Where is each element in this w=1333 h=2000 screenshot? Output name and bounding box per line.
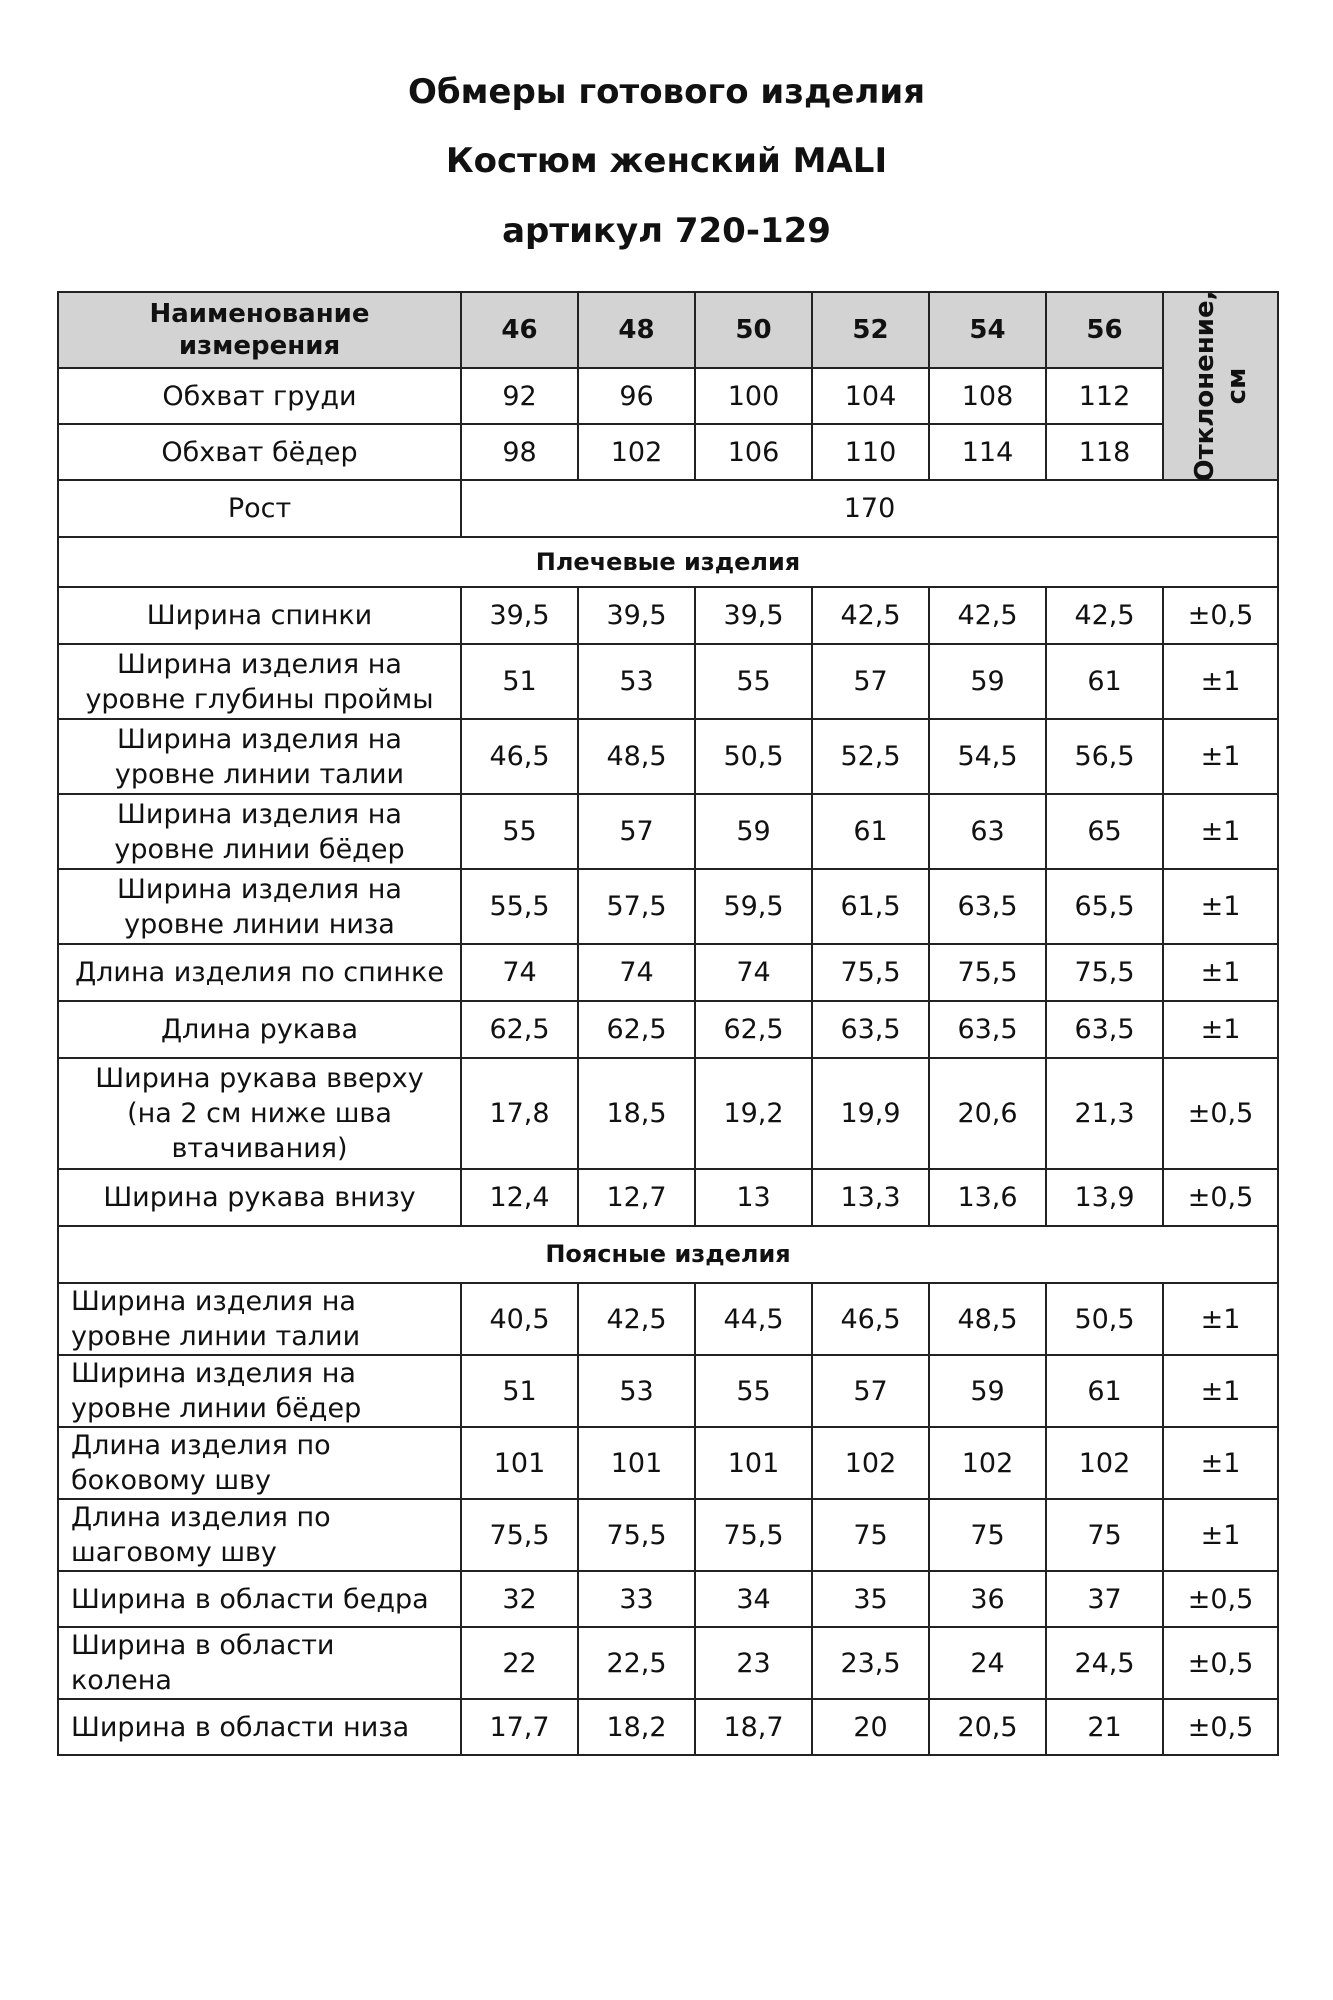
cell-value: 39,5 — [695, 587, 812, 644]
cell-deviation: ±1 — [1163, 1283, 1278, 1355]
row-name — [58, 1283, 461, 1355]
cell-value: 35 — [812, 1571, 929, 1627]
cell-value: 46,5 — [461, 719, 578, 794]
cell-value: 102 — [1046, 1427, 1163, 1499]
cell-value: 75,5 — [578, 1499, 695, 1571]
row-name-line: Ширина изделия на — [117, 648, 402, 680]
cell-value: 62,5 — [461, 1001, 578, 1058]
cell-value: 52,5 — [812, 719, 929, 794]
cell-value: 98 — [461, 424, 578, 480]
row-name: Обхват бёдер — [58, 424, 461, 480]
cell-value: 75,5 — [461, 1499, 578, 1571]
cell-value: 112 — [1046, 368, 1163, 424]
title-line-2: Костюм женский MALI — [445, 141, 888, 181]
cell-value: 57 — [812, 1355, 929, 1427]
cell-value: 20,6 — [929, 1058, 1046, 1169]
cell-deviation: ±1 — [1163, 1001, 1278, 1058]
waist-row — [58, 1427, 1278, 1499]
shoulder-row — [58, 719, 1278, 794]
cell-value: 101 — [695, 1427, 812, 1499]
row-name-line: уровне линии бёдер — [71, 1393, 362, 1424]
measurements-table — [57, 291, 1279, 1756]
row-name — [58, 1001, 461, 1058]
cell-value: 22,5 — [578, 1627, 695, 1699]
cell-value: 114 — [929, 424, 1046, 480]
cell-value: 59 — [929, 644, 1046, 719]
cell-value: 51 — [461, 1355, 578, 1427]
cell-value: 55,5 — [461, 869, 578, 944]
cell-value: 106 — [695, 424, 812, 480]
cell-deviation: ±1 — [1163, 944, 1278, 1001]
header-row — [58, 292, 1278, 368]
row-name — [58, 644, 461, 719]
cell-value: 55 — [461, 794, 578, 869]
cell-value: 48,5 — [929, 1283, 1046, 1355]
cell-value: 23 — [695, 1627, 812, 1699]
cell-value: 18,5 — [578, 1058, 695, 1169]
row-name: Обхват груди — [58, 368, 461, 424]
row-name — [58, 587, 461, 644]
cell-value: 17,7 — [461, 1699, 578, 1755]
cell-value: 13,9 — [1046, 1169, 1163, 1226]
cell-deviation: ±0,5 — [1163, 1627, 1278, 1699]
row-name-line: уровне линии бёдер — [114, 833, 405, 865]
cell-value: 56,5 — [1046, 719, 1163, 794]
row-name — [58, 944, 461, 1001]
row-name — [58, 1699, 461, 1755]
waist-row — [58, 1499, 1278, 1571]
row-name — [58, 1355, 461, 1427]
cell-value: 59,5 — [695, 869, 812, 944]
cell-value: 19,2 — [695, 1058, 812, 1169]
waist-row — [58, 1355, 1278, 1427]
row-chest — [58, 368, 1278, 424]
cell-deviation: ±0,5 — [1163, 1169, 1278, 1226]
shoulder-row — [58, 587, 1278, 644]
cell-value: 65 — [1046, 794, 1163, 869]
cell-value: 63,5 — [1046, 1001, 1163, 1058]
cell-value: 74 — [461, 944, 578, 1001]
cell-deviation: ±1 — [1163, 1499, 1278, 1571]
section-row-shoulder — [58, 537, 1278, 587]
cell-value: 33 — [578, 1571, 695, 1627]
cell-value: 62,5 — [578, 1001, 695, 1058]
cell-value: 108 — [929, 368, 1046, 424]
waist-row — [58, 1627, 1278, 1699]
cell-value: 53 — [578, 644, 695, 719]
cell-value: 92 — [461, 368, 578, 424]
cell-value: 21,3 — [1046, 1058, 1163, 1169]
cell-value: 18,7 — [695, 1699, 812, 1755]
cell-value: 34 — [695, 1571, 812, 1627]
cell-value: 75 — [1046, 1499, 1163, 1571]
cell-value: 48,5 — [578, 719, 695, 794]
header-size-46: 46 — [461, 292, 578, 368]
cell-value: 57 — [812, 644, 929, 719]
shoulder-row — [58, 1169, 1278, 1226]
title-line-1: Обмеры готового изделия — [407, 72, 926, 112]
row-name-line: Ширина изделия на — [71, 1358, 356, 1389]
cell-value: 21 — [1046, 1699, 1163, 1755]
header-size-56: 56 — [1046, 292, 1163, 368]
cell-value: 75 — [812, 1499, 929, 1571]
row-name — [58, 1169, 461, 1226]
row-name — [58, 869, 461, 944]
cell-value: 36 — [929, 1571, 1046, 1627]
cell-value: 74 — [578, 944, 695, 1001]
row-name-line: уровне линии низа — [124, 908, 395, 940]
row-name-line: Ширина изделия на — [117, 873, 402, 905]
section-title-waist: Поясные изделия — [58, 1226, 1278, 1283]
cell-value: 63,5 — [929, 1001, 1046, 1058]
cell-value: 96 — [578, 368, 695, 424]
cell-value: 42,5 — [1046, 587, 1163, 644]
header-deviation-cell — [1163, 292, 1278, 480]
height-value: 170 — [461, 480, 1278, 537]
cell-value: 63,5 — [812, 1001, 929, 1058]
cell-value: 50,5 — [695, 719, 812, 794]
cell-value: 61 — [812, 794, 929, 869]
header-name-cell — [58, 292, 461, 368]
cell-value: 13,3 — [812, 1169, 929, 1226]
row-name — [58, 1058, 461, 1169]
cell-value: 24,5 — [1046, 1627, 1163, 1699]
cell-value: 51 — [461, 644, 578, 719]
cell-value: 19,9 — [812, 1058, 929, 1169]
row-name-line: Длина изделия по — [71, 1502, 331, 1533]
cell-deviation: ±1 — [1163, 644, 1278, 719]
row-name — [58, 1499, 461, 1571]
header-size-54: 54 — [929, 292, 1046, 368]
cell-value: 23,5 — [812, 1627, 929, 1699]
shoulder-row — [58, 1058, 1278, 1169]
cell-value: 102 — [929, 1427, 1046, 1499]
cell-value: 22 — [461, 1627, 578, 1699]
cell-value: 57 — [578, 794, 695, 869]
cell-deviation: ±0,5 — [1163, 1699, 1278, 1755]
cell-value: 63 — [929, 794, 1046, 869]
cell-deviation: ±1 — [1163, 1427, 1278, 1499]
row-name-line: Длина изделия по — [71, 1430, 331, 1461]
row-name-line: Ширина рукава вверху — [95, 1063, 424, 1094]
cell-deviation: ±0,5 — [1163, 587, 1278, 644]
cell-value: 100 — [695, 368, 812, 424]
cell-value: 37 — [1046, 1571, 1163, 1627]
cell-value: 50,5 — [1046, 1283, 1163, 1355]
row-name-line: Ширина в области бедра — [71, 1583, 429, 1615]
row-name-line: (на 2 см ниже шва — [127, 1098, 392, 1129]
section-row-waist — [58, 1226, 1278, 1283]
cell-deviation: ±0,5 — [1163, 1058, 1278, 1169]
shoulder-row — [58, 644, 1278, 719]
cell-value: 53 — [578, 1355, 695, 1427]
row-name-line: Ширина изделия на — [117, 798, 402, 830]
cell-value: 63,5 — [929, 869, 1046, 944]
cell-value: 59 — [695, 794, 812, 869]
row-name-line: шаговому шву — [71, 1537, 277, 1568]
cell-value: 61,5 — [812, 869, 929, 944]
cell-value: 13 — [695, 1169, 812, 1226]
cell-value: 59 — [929, 1355, 1046, 1427]
cell-value: 44,5 — [695, 1283, 812, 1355]
cell-value: 75,5 — [695, 1499, 812, 1571]
shoulder-row — [58, 944, 1278, 1001]
row-name — [58, 1627, 461, 1699]
waist-row — [58, 1283, 1278, 1355]
cell-deviation: ±1 — [1163, 869, 1278, 944]
cell-value: 20,5 — [929, 1699, 1046, 1755]
cell-deviation: ±1 — [1163, 794, 1278, 869]
row-name — [58, 719, 461, 794]
waist-row — [58, 1571, 1278, 1627]
cell-value: 55 — [695, 1355, 812, 1427]
header-size-52: 52 — [812, 292, 929, 368]
cell-value: 54,5 — [929, 719, 1046, 794]
row-name-line: Ширина изделия на — [71, 1286, 356, 1317]
cell-value: 104 — [812, 368, 929, 424]
cell-value: 42,5 — [578, 1283, 695, 1355]
cell-value: 65,5 — [1046, 869, 1163, 944]
cell-value: 75,5 — [929, 944, 1046, 1001]
row-name-line: уровне линии талии — [71, 1321, 361, 1352]
row-name-line: уровне линии талии — [114, 758, 405, 790]
cell-deviation: ±1 — [1163, 719, 1278, 794]
header-deviation-line-2: см — [1221, 367, 1252, 405]
row-height — [58, 480, 1278, 537]
row-hips — [58, 424, 1278, 480]
row-name-line: Ширина в области — [71, 1630, 335, 1661]
cell-value: 61 — [1046, 1355, 1163, 1427]
cell-value: 18,2 — [578, 1699, 695, 1755]
cell-value: 75,5 — [812, 944, 929, 1001]
row-name-line: уровне глубины проймы — [85, 683, 434, 715]
cell-value: 62,5 — [695, 1001, 812, 1058]
cell-value: 75,5 — [1046, 944, 1163, 1001]
row-name — [58, 794, 461, 869]
cell-value: 17,8 — [461, 1058, 578, 1169]
cell-value: 118 — [1046, 424, 1163, 480]
row-name — [58, 1427, 461, 1499]
cell-value: 12,4 — [461, 1169, 578, 1226]
waist-row — [58, 1699, 1278, 1755]
row-name-line: Длина изделия по спинке — [75, 957, 444, 988]
header-deviation-line-1: Отклонение, — [1189, 290, 1220, 482]
row-name-line: Ширина в области низа — [71, 1711, 410, 1743]
section-title-shoulder: Плечевые изделия — [58, 537, 1278, 587]
shoulder-row — [58, 794, 1278, 869]
cell-value: 13,6 — [929, 1169, 1046, 1226]
cell-value: 110 — [812, 424, 929, 480]
cell-value: 20 — [812, 1699, 929, 1755]
cell-value: 46,5 — [812, 1283, 929, 1355]
header-size-50: 50 — [695, 292, 812, 368]
row-name-line: Ширина спинки — [146, 600, 373, 631]
header-size-48: 48 — [578, 292, 695, 368]
header-name-line-1: Наименование — [149, 299, 370, 329]
cell-value: 42,5 — [929, 587, 1046, 644]
cell-value: 40,5 — [461, 1283, 578, 1355]
cell-value: 42,5 — [812, 587, 929, 644]
header-name-line-2: измерения — [178, 331, 341, 361]
cell-deviation: ±0,5 — [1163, 1571, 1278, 1627]
row-name: Рост — [58, 480, 461, 537]
cell-value: 74 — [695, 944, 812, 1001]
row-name-line: Длина рукава — [160, 1014, 359, 1045]
cell-value: 102 — [812, 1427, 929, 1499]
cell-value: 39,5 — [461, 587, 578, 644]
cell-value: 24 — [929, 1627, 1046, 1699]
row-name-line: Ширина изделия на — [117, 723, 402, 755]
row-name-line: колена — [71, 1665, 172, 1696]
row-name-line: втачивания) — [171, 1133, 348, 1164]
cell-value: 12,7 — [578, 1169, 695, 1226]
cell-value: 101 — [578, 1427, 695, 1499]
shoulder-row — [58, 1001, 1278, 1058]
cell-value: 39,5 — [578, 587, 695, 644]
row-name — [58, 1571, 461, 1627]
cell-value: 55 — [695, 644, 812, 719]
cell-value: 61 — [1046, 644, 1163, 719]
cell-value: 75 — [929, 1499, 1046, 1571]
cell-value: 32 — [461, 1571, 578, 1627]
title-line-3: артикул 720-129 — [502, 211, 831, 251]
cell-value: 57,5 — [578, 869, 695, 944]
cell-value: 101 — [461, 1427, 578, 1499]
row-name-line: Ширина рукава внизу — [103, 1182, 416, 1213]
shoulder-row — [58, 869, 1278, 944]
cell-value: 102 — [578, 424, 695, 480]
cell-deviation: ±1 — [1163, 1355, 1278, 1427]
row-name-line: боковому шву — [71, 1465, 271, 1496]
